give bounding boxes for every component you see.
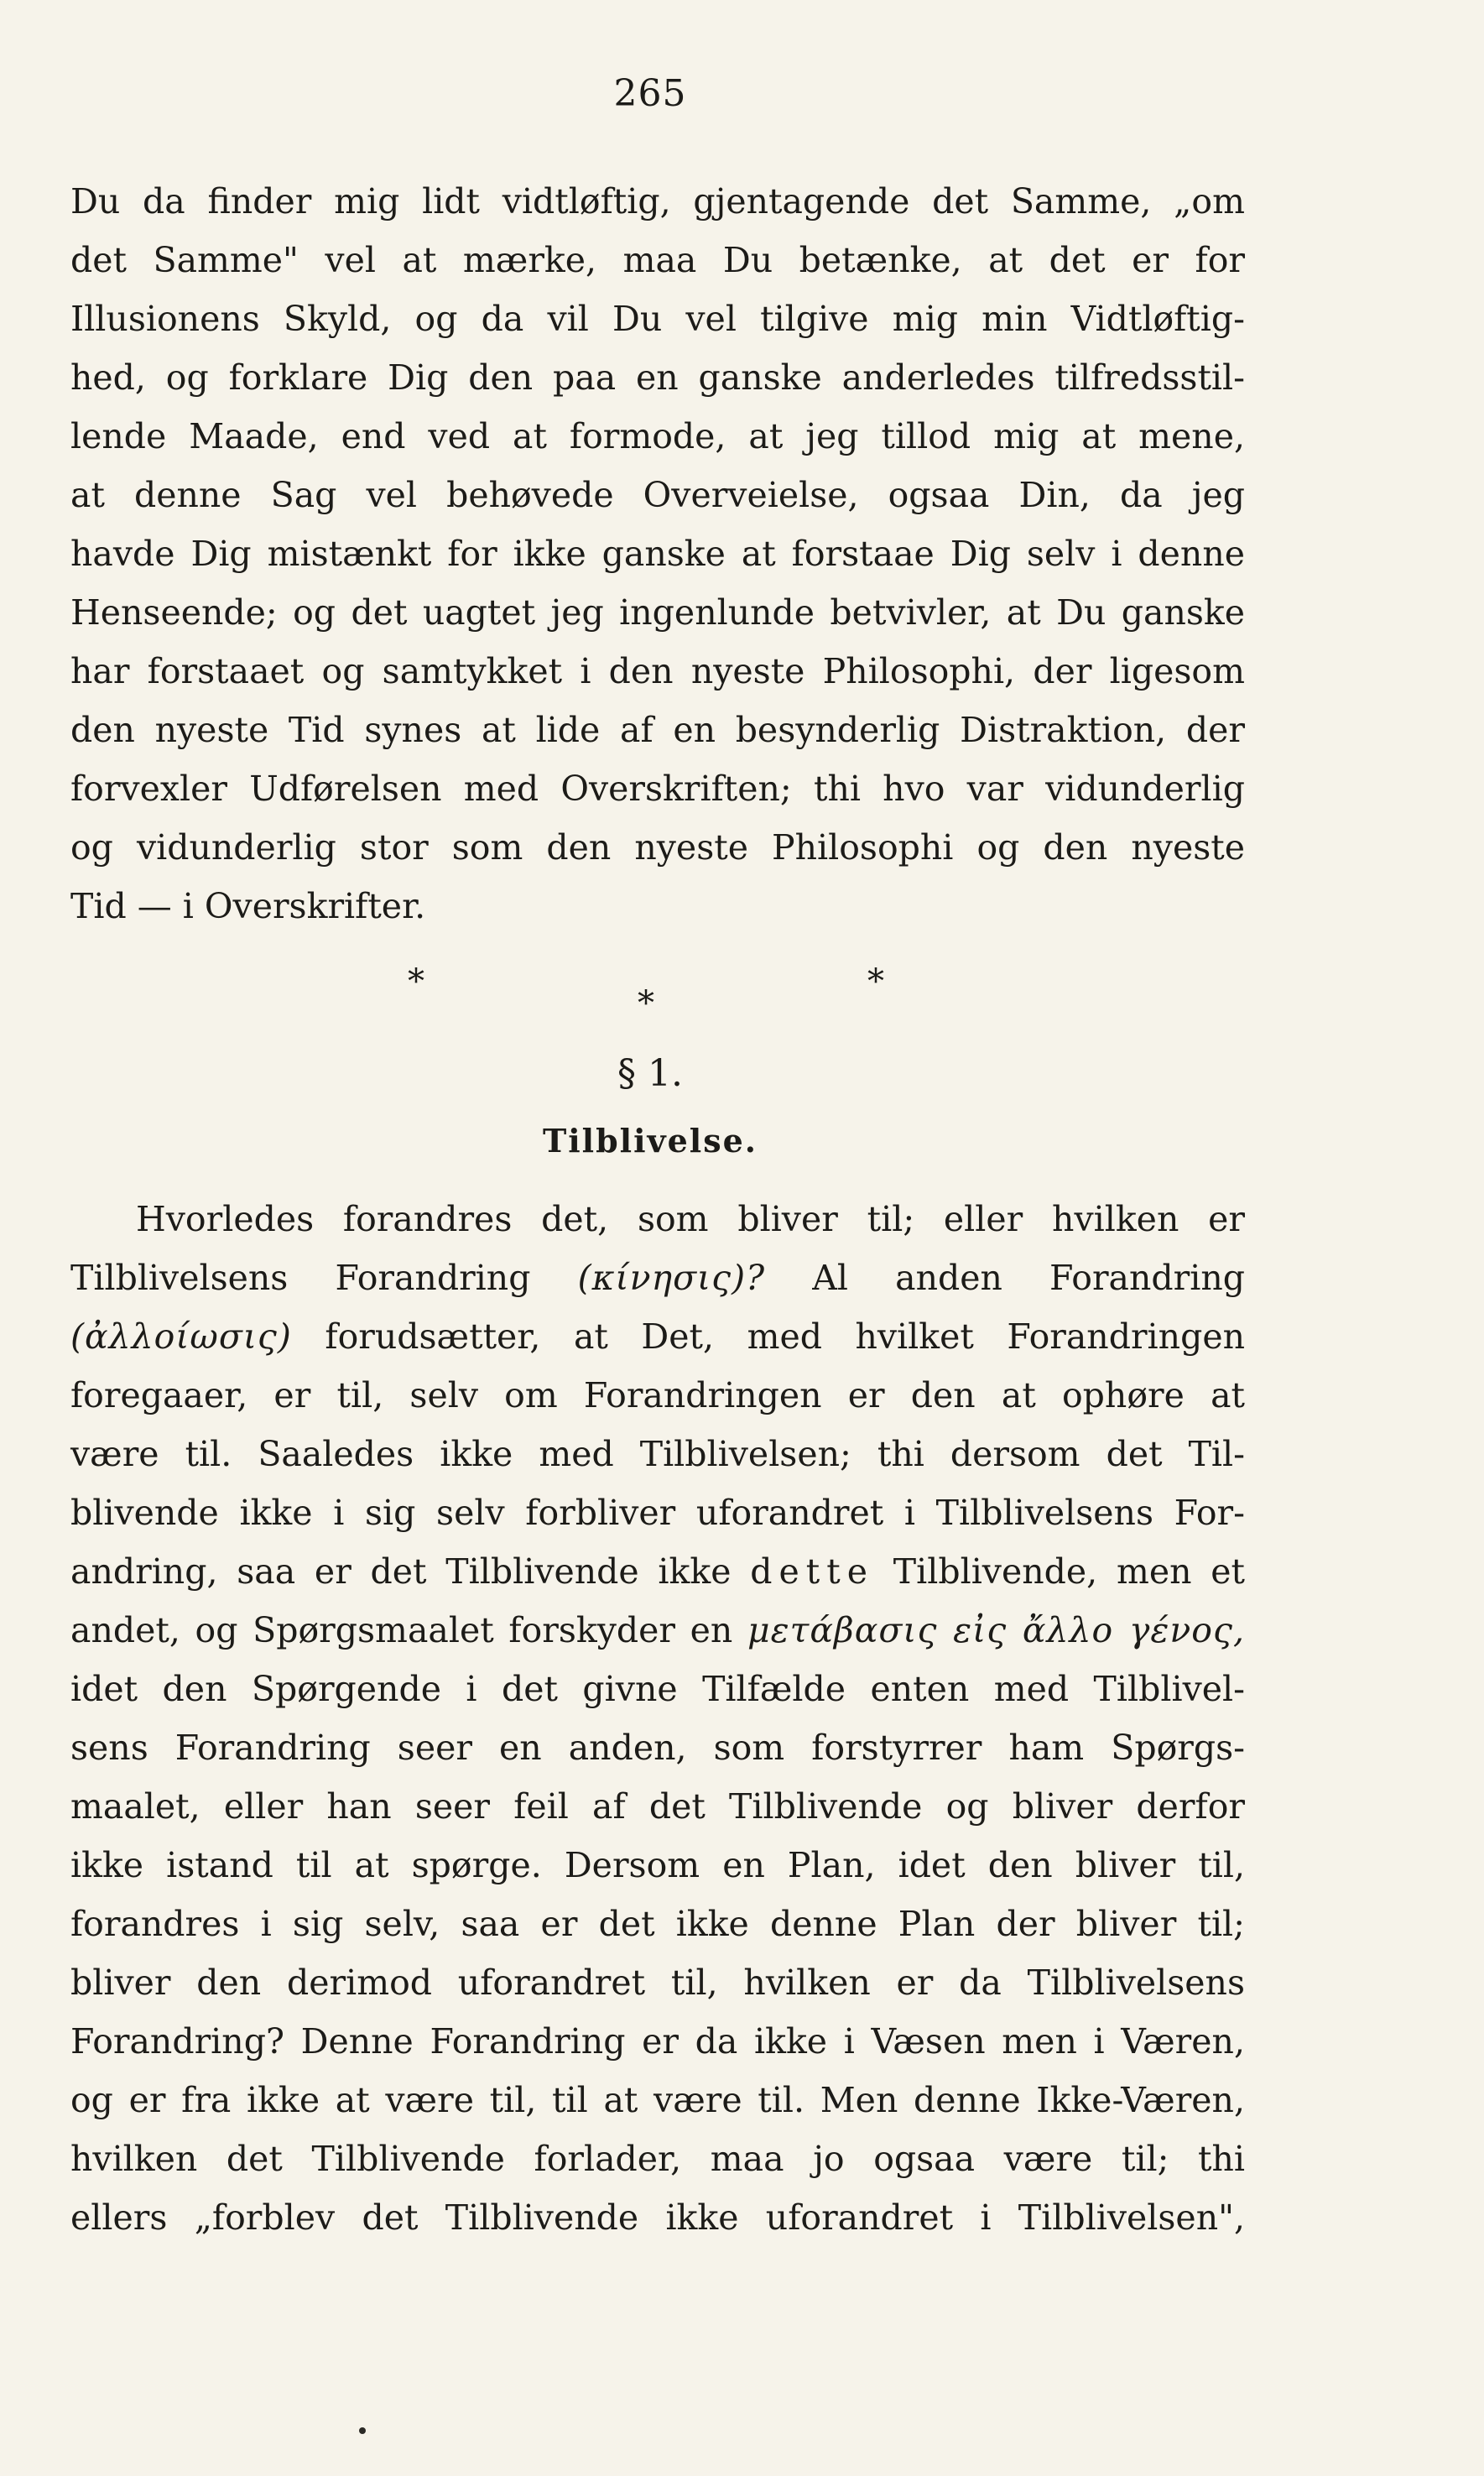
spaced-emphasis: dette <box>750 1551 874 1592</box>
text-line: at denne Sag vel behøvede Overveielse, ogsaa Din, da jeg <box>70 475 1245 515</box>
intro-paragraph <box>70 172 1245 936</box>
print-mark <box>359 2427 366 2434</box>
text-line: havde Dig mistænkt for ikke ganske at forstaae Dig selv i denne <box>70 534 1245 574</box>
text-line: blivende ikke i sig selv forbliver uforandret i Tilblivelsens For- <box>70 1493 1245 1533</box>
text-line: ikke istand til at spørge. Dersom en Plan, idet den bliver til, <box>70 1845 1245 1885</box>
greek-term: (κίνησις)? <box>577 1258 766 1298</box>
text-line: sens Forandring seer en anden, som forstyrrer ham Spørgs- <box>70 1728 1245 1768</box>
text-run: Tilblivelsens Forandring <box>70 1258 531 1298</box>
text-line: Hvorledes forandres det, som bliver til; eller hvilken er <box>136 1199 1245 1239</box>
text-line <box>70 1307 1245 1366</box>
text-line: maalet, eller han seer feil af det Tilblivende og bliver derfor <box>70 1786 1245 1827</box>
text-line: foregaaer, er til, selv om Forandringen er den at ophøre at <box>70 1375 1245 1415</box>
text-run: forudsætter, at Det, med hvilket Forandringen <box>325 1316 1245 1357</box>
text-line: hvilken det Tilblivende forlader, maa jo ogsaa være til; thi <box>70 2139 1245 2179</box>
asterism-star-left: * <box>408 962 424 1001</box>
body-paragraph <box>70 1190 1245 2247</box>
text-line: være til. Saaledes ikke med Tilblivelsen; thi dersom det Til- <box>70 1434 1245 1474</box>
text-line: idet den Spørgende i det givne Tilfælde enten med Tilblivel- <box>70 1669 1245 1709</box>
text-line: Du da finder mig lidt vidtløftig, gjentagende det Samme, „om <box>70 181 1245 222</box>
text-run: andet, og Spørgsmaalet forskyder en <box>70 1610 733 1650</box>
text-line: ellers „forblev det Tilblivende ikke uforandret i Tilblivelsen", <box>70 2197 1245 2238</box>
text-line: Forandring? Denne Forandring er da ikke i Væsen men i Væren, <box>70 2021 1245 2062</box>
greek-term: μετάβασις εἰς ἄλλο γένος, <box>747 1610 1245 1650</box>
text-line: og er fra ikke at være til, til at være til. Men denne Ikke-Væren, <box>70 2080 1245 2120</box>
text-run: andring, saa er det Tilblivende ikke <box>70 1551 732 1592</box>
page-number: 265 <box>613 72 687 115</box>
greek-term: (ἀλλοίωσις) <box>70 1316 292 1357</box>
text-line: forandres i sig selv, saa er det ikke denne Plan der bliver til; <box>70 1904 1245 1944</box>
section-title: Tilblivelse. <box>542 1122 758 1160</box>
text-line: det Samme" vel at mærke, maa Du betænke, at det er for <box>70 240 1245 280</box>
text-line: den nyeste Tid synes at lide af en besynderlig Distraktion, der <box>70 710 1245 750</box>
section-number: § 1. <box>617 1052 683 1095</box>
text-line: Tid — i Overskrifter. <box>70 886 426 926</box>
text-line: har forstaaet og samtykket i den nyeste Philosophi, der ligesom <box>70 651 1245 691</box>
text-line: og vidunderlig stor som den nyeste Philosophi og den nyeste <box>70 827 1245 868</box>
text-line: Henseende; og det uagtet jeg ingenlunde betvivler, at Du ganske <box>70 592 1245 633</box>
text-line <box>70 1601 1245 1660</box>
asterism-star-right: * <box>867 962 884 1001</box>
text-line: bliver den derimod uforandret til, hvilken er da Tilblivelsens <box>70 1963 1245 2003</box>
text-line: Illusionens Skyld, og da vil Du vel tilgive mig min Vidtløftig- <box>70 299 1245 339</box>
text-run: Al anden Forandring <box>812 1258 1245 1298</box>
text-run: Tilblivende, men et <box>893 1551 1245 1592</box>
asterism-star-center: * <box>638 984 654 1023</box>
text-line: lende Maade, end ved at formode, at jeg tillod mig at mene, <box>70 416 1245 456</box>
text-line <box>70 1248 1245 1307</box>
text-line: hed, og forklare Dig den paa en ganske anderledes tilfredsstil- <box>70 357 1245 398</box>
text-line <box>70 1542 1245 1601</box>
text-line: forvexler Udførelsen med Overskriften; thi hvo var vidunderlig <box>70 769 1245 809</box>
